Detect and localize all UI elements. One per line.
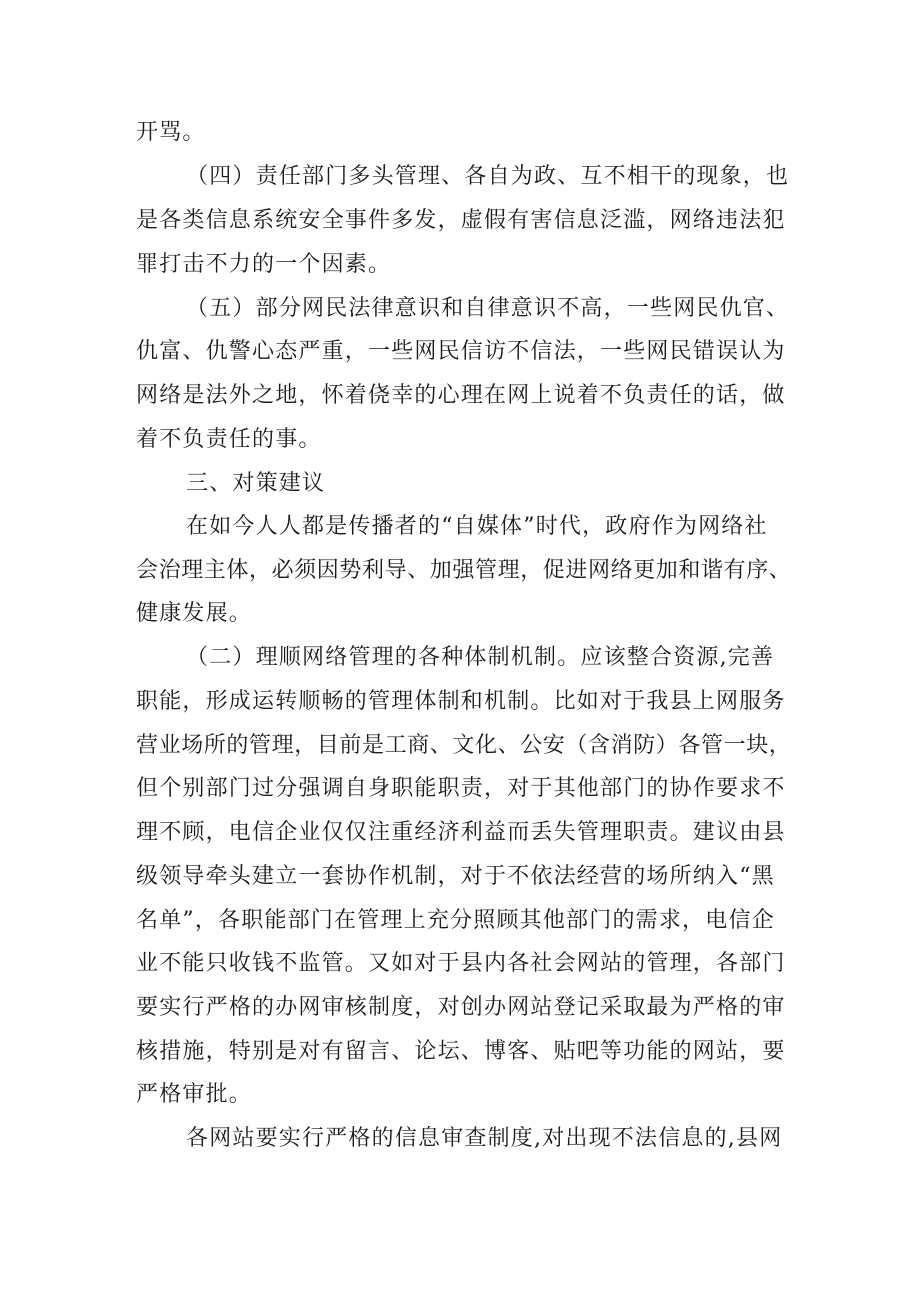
paragraph-line: 名单”，各职能部门在管理上充分照顾其他部门的需求，电信企 xyxy=(136,908,775,933)
paragraph-line: 级领导牵头建立一套协作机制，对于不依法经营的场所纳入“黑 xyxy=(136,864,775,889)
paragraph-line: 健康发展。 xyxy=(136,601,253,626)
paragraph-line: 要实行严格的办网审核制度，对创办网站登记采取最为严格的审 xyxy=(136,995,786,1020)
paragraph-line: 业不能只收钱不监管。又如对于县内各社会网站的管理，各部门 xyxy=(136,951,786,976)
paragraph-line: 各网站要实行严格的信息审查制度,对出现不法信息的,县网 xyxy=(186,1126,783,1151)
paragraph-line: 会治理主体，必须因势利导、加强管理，促进网络更加和谐有序、 xyxy=(136,558,792,583)
section-heading: 三、对策建议 xyxy=(186,471,326,496)
paragraph-line: 罪打击不力的一个因素。 xyxy=(136,252,392,277)
paragraph-line: 营业场所的管理，目前是工商、文化、公安（含消防）各管一块， xyxy=(136,733,792,758)
paragraph-line: 理不顾，电信企业仅仅注重经济利益而丢失管理职责。建议由县 xyxy=(136,820,786,845)
paragraph-line: （五）部分网民法律意识和自律意识不高，一些网民仇官、 xyxy=(186,296,790,321)
paragraph-line: 职能，形成运转顺畅的管理体制和机制。比如对于我县上网服务 xyxy=(136,689,786,714)
paragraph-line: （二）理顺网络管理的各种体制机制。应该整合资源,完善 xyxy=(186,645,775,670)
paragraph-line: 是各类信息系统安全事件多发，虚假有害信息泛滥，网络违法犯 xyxy=(136,208,786,233)
paragraph-line: 仇富、仇警心态严重，一些网民信访不信法，一些网民错误认为 xyxy=(136,339,786,364)
paragraph-line: 开骂。 xyxy=(136,120,206,145)
paragraph-line: 在如今人人都是传播者的“自媒体”时代，政府作为网络社 xyxy=(186,514,768,539)
paragraph-line: 核措施，特别是对有留言、论坛、博客、贴吧等功能的网站，要 xyxy=(136,1039,786,1064)
paragraph-line: 但个别部门过分强调自身职能职责，对于其他部门的协作要求不 xyxy=(136,776,786,801)
paragraph-line: 着不负责任的事。 xyxy=(136,427,322,452)
paragraph-line: （四）责任部门多头管理、各自为政、互不相干的现象，也 xyxy=(186,164,790,189)
paragraph-line: 网络是法外之地，怀着侥幸的心理在网上说着不负责任的话，做 xyxy=(136,383,786,408)
paragraph-line: 严格审批。 xyxy=(136,1082,253,1107)
